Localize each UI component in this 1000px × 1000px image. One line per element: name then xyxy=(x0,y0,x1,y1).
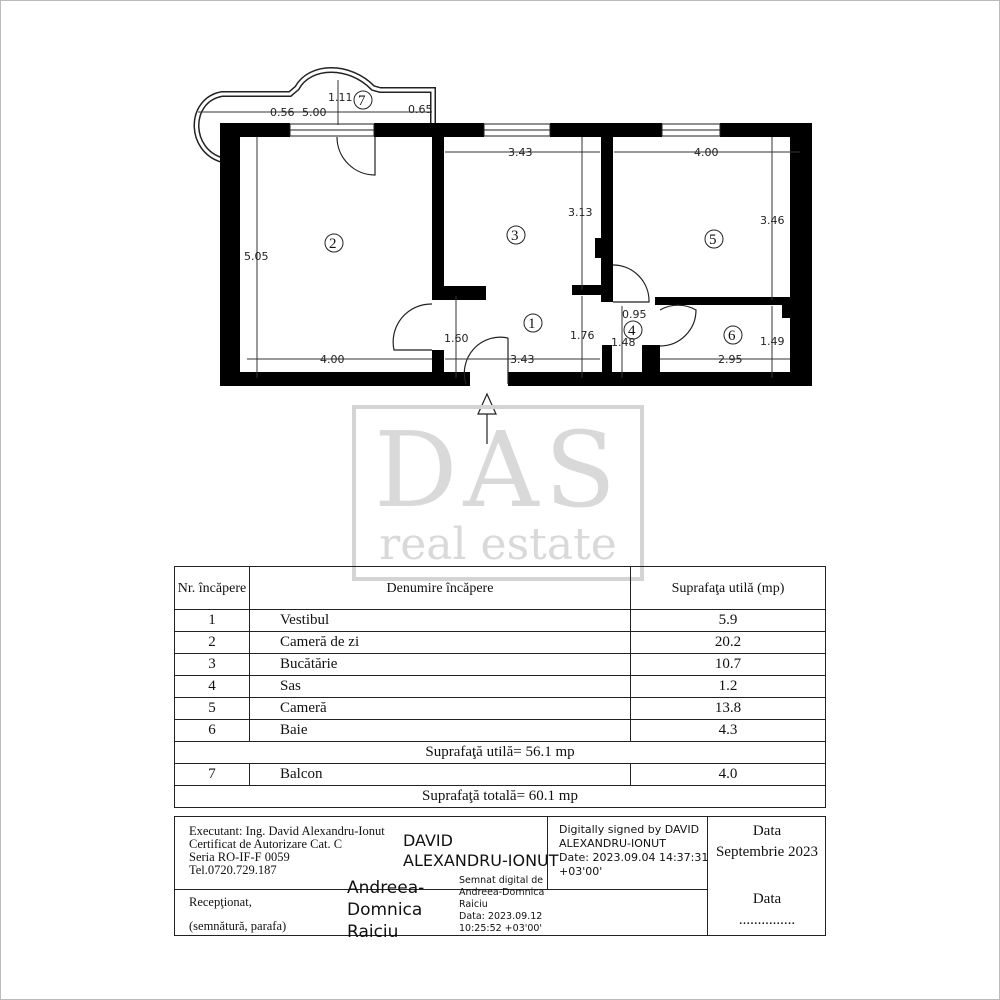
cell-area: 4.0 xyxy=(631,764,826,786)
dim-label: 3.43 xyxy=(508,146,533,159)
room-number-4: 4 xyxy=(628,323,636,339)
signer1-name xyxy=(403,831,559,871)
header-name: Denumire încăpere xyxy=(250,567,631,610)
signer2-name-line: Domnica xyxy=(347,900,423,920)
executant-line: Seria RO-IF-F 0059 xyxy=(189,850,290,864)
date-label: Data xyxy=(752,823,782,839)
dim-label: 4.00 xyxy=(694,146,719,159)
grand-total-row xyxy=(175,786,826,808)
signer2-name-line: Raiciu xyxy=(347,922,399,942)
dim-label: 1.76 xyxy=(570,329,595,342)
executant-line: Tel.0720.729.187 xyxy=(189,863,277,877)
useful-area-total-row xyxy=(175,742,826,764)
cell-name: Baie xyxy=(250,720,631,742)
dim-label: 2.95 xyxy=(718,353,743,366)
cell-name: Cameră xyxy=(250,698,631,720)
digital-signature-line: +03'00' xyxy=(559,865,603,878)
cell-nr: 7 xyxy=(175,764,250,786)
signature-block xyxy=(174,816,826,942)
date-value: Septembrie 2023 xyxy=(715,844,819,860)
cell-name: Sas xyxy=(250,676,631,698)
cell-name: Bucătărie xyxy=(250,654,631,676)
cell-area: 5.9 xyxy=(631,610,826,632)
room-number-5: 5 xyxy=(709,232,717,248)
room-number-3: 3 xyxy=(511,228,519,244)
cell-area: 13.8 xyxy=(631,698,826,720)
signer2-name xyxy=(347,877,424,943)
date-block-2 xyxy=(707,889,827,931)
dim-label: 5.05 xyxy=(244,250,269,263)
date-value: ............... xyxy=(738,912,796,928)
cell-name: Cameră de zi xyxy=(250,632,631,654)
grand-total: Suprafaţă totală= 60.1 mp xyxy=(175,786,826,808)
date-block-1 xyxy=(707,821,827,863)
dim-label: 3.13 xyxy=(568,206,593,219)
dim-label: 0.95 xyxy=(622,308,647,321)
dim-label: 1.48 xyxy=(611,336,636,349)
cell-nr: 6 xyxy=(175,720,250,742)
watermark-tagline: real estate xyxy=(379,519,617,570)
room-number: 7 xyxy=(358,93,366,109)
divider xyxy=(175,889,707,890)
room-number-6: 6 xyxy=(728,328,736,344)
dim-label: 1.49 xyxy=(760,335,785,348)
table-row xyxy=(175,654,826,676)
cell-name: Balcon xyxy=(250,764,631,786)
useful-area-total: Suprafaţă utilă= 56.1 mp xyxy=(175,742,826,764)
signer1-digital-signature xyxy=(559,823,708,879)
cell-area: 1.2 xyxy=(631,676,826,698)
signer1-name-line: ALEXANDRU-IONUT xyxy=(403,851,559,870)
signer2-digital-signature xyxy=(459,875,544,935)
executant-info xyxy=(189,825,385,877)
digital-signature-line: Andreea-Domnica xyxy=(459,887,545,898)
header-area: Suprafaţa utilă (mp) xyxy=(631,567,826,610)
dim-label: 5.00 xyxy=(302,106,327,119)
signature-stamp-label: (semnătură, parafa) xyxy=(189,919,287,933)
digital-signature-line: Semnat digital de xyxy=(459,875,544,886)
cell-area: 10.7 xyxy=(631,654,826,676)
table-row xyxy=(175,720,826,742)
cell-nr: 5 xyxy=(175,698,250,720)
watermark-logo xyxy=(352,405,644,581)
header-nr: Nr. încăpere xyxy=(175,567,250,610)
table-row xyxy=(175,610,826,632)
table-row xyxy=(175,676,826,698)
received-label: Recepţionat, xyxy=(189,895,252,909)
signer1-name-line: DAVID xyxy=(403,831,453,850)
executant-line: Certificat de Autorizare Cat. C xyxy=(189,837,343,851)
executant-line: Executant: Ing. David Alexandru-Ionut xyxy=(189,824,385,838)
digital-signature-line: Digitally signed by DAVID xyxy=(559,823,700,836)
digital-signature-line: Data: 2023.09.12 xyxy=(459,911,543,922)
table-row-balcony xyxy=(175,764,826,786)
cell-name: Vestibul xyxy=(250,610,631,632)
cell-nr: 4 xyxy=(175,676,250,698)
date-label: Data xyxy=(752,891,782,907)
room-number-2: 2 xyxy=(329,236,337,252)
digital-signature-line: 10:25:52 +03'00' xyxy=(459,923,543,934)
watermark-brand: DAS xyxy=(374,409,622,531)
cell-nr: 1 xyxy=(175,610,250,632)
cell-nr: 3 xyxy=(175,654,250,676)
walls xyxy=(220,123,812,386)
cell-area: 4.3 xyxy=(631,720,826,742)
table-header xyxy=(175,567,826,610)
rooms-table xyxy=(174,566,826,808)
dim-label: 0.65 xyxy=(408,103,433,116)
dim-label: 1.60 xyxy=(444,332,469,345)
dim-label: 4.00 xyxy=(320,353,345,366)
dim-label: 0.56 xyxy=(270,106,295,119)
digital-signature-line: ALEXANDRU-IONUT xyxy=(559,837,666,850)
digital-signature-line: Raiciu xyxy=(459,899,488,910)
dim-label: 3.43 xyxy=(510,353,535,366)
cell-nr: 2 xyxy=(175,632,250,654)
signer2-name-line: Andreea- xyxy=(347,878,425,898)
digital-signature-line: Date: 2023.09.04 14:37:31 xyxy=(559,851,709,864)
dim-label: 1.11 xyxy=(328,91,353,104)
dim-label: 3.46 xyxy=(760,214,785,227)
table-row xyxy=(175,698,826,720)
table-row xyxy=(175,632,826,654)
cell-area: 20.2 xyxy=(631,632,826,654)
room-number-1: 1 xyxy=(528,316,536,332)
